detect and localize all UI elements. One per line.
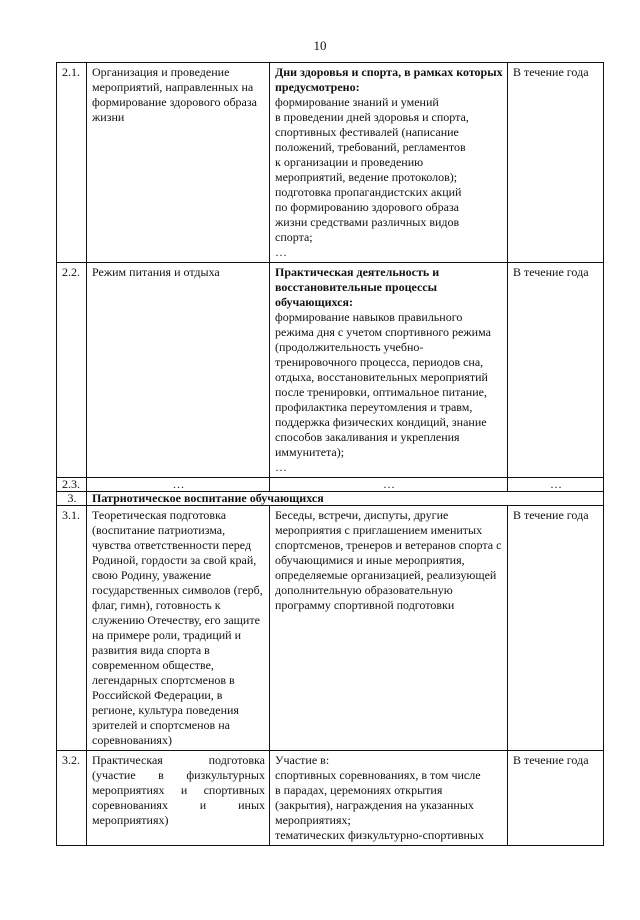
table-row <box>57 751 604 846</box>
activity-period: … <box>508 478 604 492</box>
activity-content <box>270 263 508 478</box>
row-number: 3.1. <box>57 506 87 751</box>
table-row <box>57 506 604 751</box>
content-line: положений, требований, регламентов <box>275 140 466 154</box>
content-line: жизни средствами различных видов <box>275 215 460 229</box>
table-row <box>57 478 604 492</box>
content-line: мероприятий, ведение протоколов); <box>275 170 458 184</box>
activity-content <box>270 751 508 846</box>
activity-content: Беседы, встречи, диспуты, другие мероприятия с приглашением именитых спортсменов, тренеров и ветеранов спорта с обучающимися и иные мероприятия, определяемые организацией, реализующей дополнительную образовательную программу спортивной подготовки <box>270 506 508 751</box>
content-line: в проведении дней здоровья и спорта, <box>275 110 469 124</box>
content-title: Дни здоровья и спорта, в рамках которых предусмотрено: <box>275 65 503 94</box>
page-number: 10 <box>313 38 327 53</box>
content-line: мероприятиях; <box>275 813 351 827</box>
row-number: 2.3. <box>57 478 87 492</box>
content-line: в парадах, церемониях открытия <box>275 783 443 797</box>
activity-name: Организация и проведение мероприятий, направленных на формирование здорового образа жизни <box>87 63 270 263</box>
content-line: режима дня с учетом спортивного режима <box>275 325 491 339</box>
activity-name: … <box>87 478 270 492</box>
section-number: 3. <box>57 492 87 506</box>
content-line: спортивных соревнованиях, в том числе <box>275 768 481 782</box>
section-title: Патриотическое воспитание обучающихся <box>87 492 604 506</box>
content-line: (закрытия), награждения на указанных <box>275 798 474 812</box>
content-line: (продолжительность учебно- <box>275 340 424 354</box>
content-line: … <box>275 460 287 474</box>
table-row <box>57 263 604 478</box>
content-line: отдыха, восстановительных мероприятий <box>275 370 488 384</box>
content-line: к организации и проведению <box>275 155 424 169</box>
section-row <box>57 492 604 506</box>
activity-period: В течение года <box>508 263 604 478</box>
content-line: … <box>275 245 287 259</box>
row-number: 2.2. <box>57 263 87 478</box>
content-title: Практическая деятельность и восстановительные процессы обучающихся: <box>275 265 440 309</box>
activity-content: … <box>270 478 508 492</box>
content-line: формирование знаний и умений <box>275 95 439 109</box>
content-line: подготовка пропагандистских акций <box>275 185 462 199</box>
activity-period: В течение года <box>508 506 604 751</box>
row-number: 3.2. <box>57 751 87 846</box>
content-line: тренировочного процесса, периодов сна, <box>275 355 484 369</box>
activity-content <box>270 63 508 263</box>
content-line: тематических физкультурно-спортивных <box>275 828 484 842</box>
activity-name: Теоретическая подготовка (воспитание патриотизма, чувства ответственности перед Родиной, гордости за свой край, свою Родину, уважение государственных символов (герб, флаг, гимн), готовность к служению Отечеству, его защите на примере роли, традиций и развития вида спорта в современном обществе, легендарных спортсменов в Российской Федерации, в регионе, культура поведения зрителей и спортсменов на соревнованиях) <box>87 506 270 751</box>
activity-name: Практическая подготовка (участие в физкультурных мероприятиях и спортивных соревнованиях и иных мероприятиях) <box>87 751 270 846</box>
content-line: спорта; <box>275 230 313 244</box>
content-line: способов закаливания и укрепления <box>275 430 460 444</box>
content-line: спортивных фестивалей (написание <box>275 125 459 139</box>
activity-table <box>56 62 604 846</box>
activity-period: В течение года <box>508 751 604 846</box>
table-row <box>57 63 604 263</box>
content-line: по формированию здорового образа <box>275 200 460 214</box>
content-line: формирование навыков правильного <box>275 310 463 324</box>
row-number: 2.1. <box>57 63 87 263</box>
content-line: профилактика переутомления и травм, <box>275 400 473 414</box>
activity-name: Режим питания и отдыха <box>87 263 270 478</box>
content-title: Участие в: <box>275 753 330 767</box>
content-line: иммунитета); <box>275 445 345 459</box>
content-line: после тренировки, оптимальное питание, <box>275 385 487 399</box>
content-line: поддержка физических кондиций, знание <box>275 415 487 429</box>
activity-period: В течение года <box>508 63 604 263</box>
